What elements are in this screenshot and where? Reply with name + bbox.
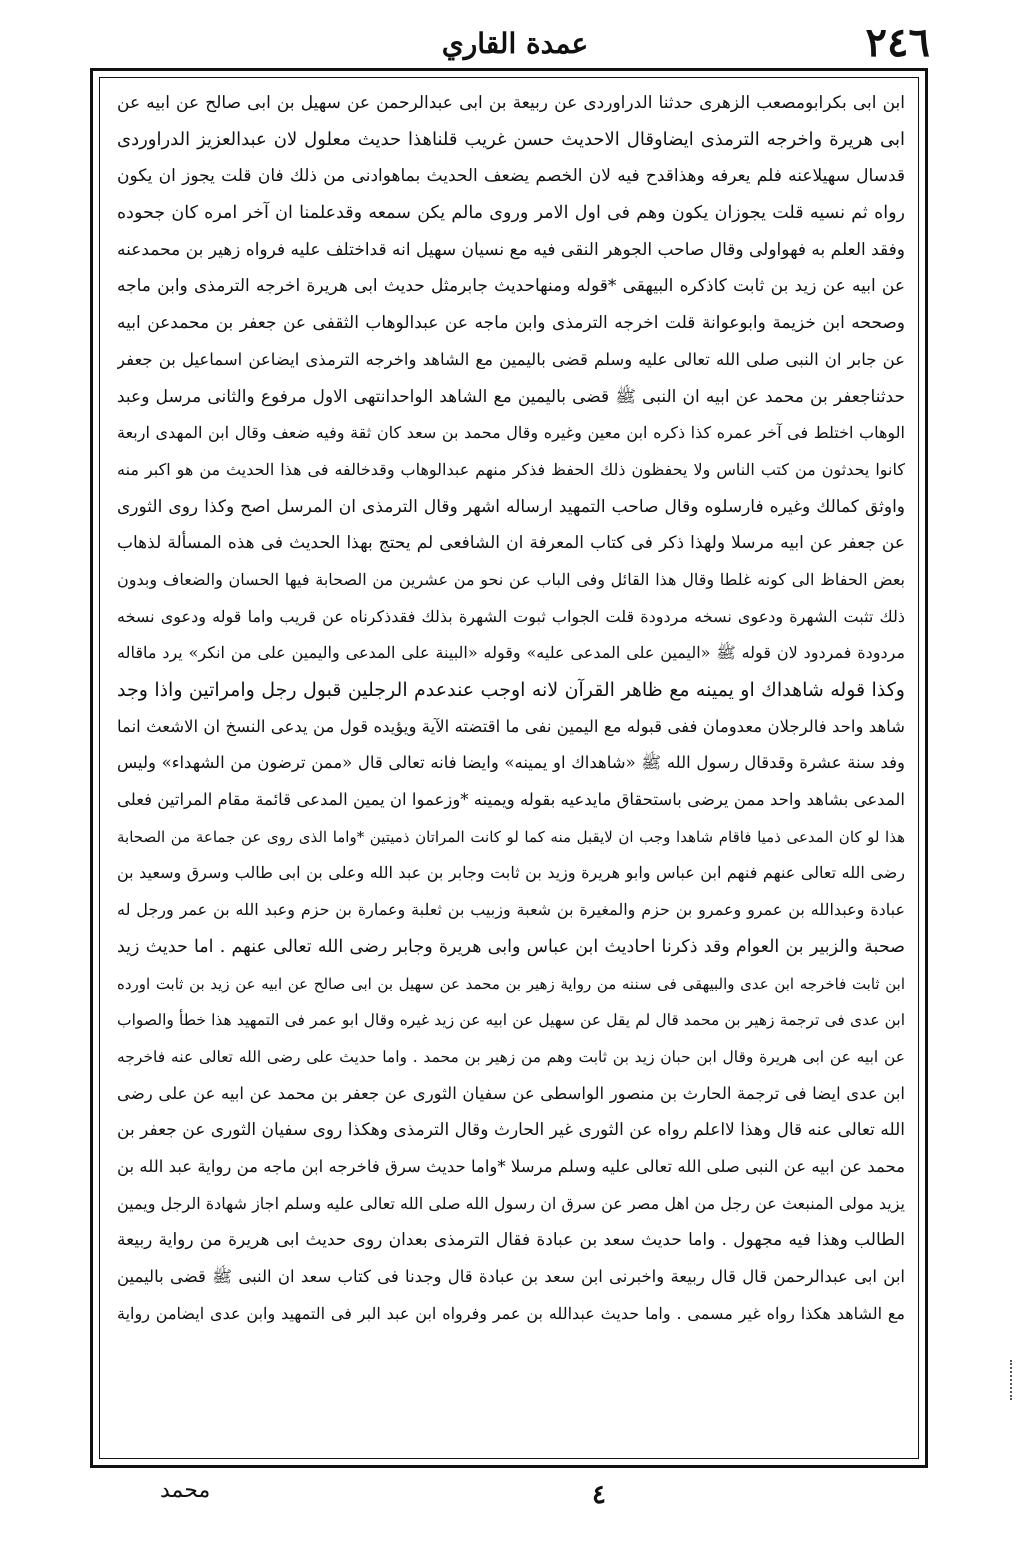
text-line: مردودة فمردود لان قوله ﷺ «اليمين على المدعى عليه» وقوله «البينة على المدعى واليمين على من انكر» يرد ماقاله — [117, 643, 905, 663]
text-line: ذلك تثبت الشهرة ودعوى نسخه مردودة قلت الجواب ثبوت الشهرة بذلك فقدذكرناه عن قريب واما قوله ودعوى نسخه — [117, 606, 905, 626]
text-line: وكذا قوله شاهداك او يمينه مع ظاهر القرآن لانه اوجب عندعدم الرجلين قبول رجل وامراتين واذا وجد — [117, 679, 905, 701]
text-line: رواه ثم نسيه قلت يجوزان يكون وهم فى اول الامر وروى مالم يكن سمعه وقدعلمنا ان آخر امره كان جحوده — [117, 203, 905, 224]
text-line: حدثناجعفر بن محمد عن ابيه ان النبى ﷺ قضى باليمين مع الشاهد الواحدانتهى الاول مرفوع والثانى مرسل وعبد — [117, 386, 905, 407]
text-line: قدسال سهيلاعنه فلم يعرفه وهذاقدح فيه لان الخصم يضعف الحديث بماهوادنى من ذلك فان قلت يجوز ان يكون — [117, 166, 905, 187]
text-line: ابى هريرة واخرجه الترمذى ايضاوقال الاحديث حسن غريب قلناهذا حديث معلول لان عبدالعزيز الدراوردى — [117, 128, 905, 150]
text-line: واوثق كمالك وغيره فارسلوه وقال صاحب التمهيد ارساله اشهر وقال الترمذى ان المرسل اصح وكذا روى الثورى — [117, 496, 905, 517]
text-line: ابن ابى بكرابومصعب الزهرى حدثنا الدراوردى عن ربيعة بن ابى عبدالرحمن عن سهيل بن ابى صالح عن ابيه عن — [117, 93, 905, 113]
margin-mark — [1010, 1360, 1022, 1400]
text-line: وفقد العلم به فهواولى وقال صاحب الجوهر النقى فيه مع نسيان سهيل انه قداختلف عليه فرواه زهير بن محمدعنه — [117, 239, 905, 260]
text-line: شاهد واحد فالرجلان معدومان ففى قبوله مع اليمين نفى ما اقتضته الآية ويؤيده قول من يدعى النسخ ان الاشعث انما — [117, 716, 905, 736]
text-line: صحبة والزبير بن العوام وقد ذكرنا احاديث ابن عباس وابى هريرة وجابر رضى الله تعالى عنهم . اما حديث زيد — [117, 936, 905, 957]
text-line: هذا لو كان المدعى ذميا فاقام شاهدا وجب ان لايقبل منه كما لو كانت المراتان ذميتين *واما الذى روى عن جماعة من الصحابة — [117, 827, 905, 846]
text-line: بعض الحفاظ الى كونه غلطا وقال هذا القائل وفى الباب عن نحو من عشرين من الصحابة فيها الحسان والضعاف وبدون — [117, 569, 905, 589]
text-frame — [90, 68, 928, 1468]
running-title: عمدة القاري — [441, 27, 589, 60]
text-line: كانوا يحدثون من كتب الناس ولا يحفظون ذلك الحفظ فذكر منهم عبدالوهاب وقدخالفه فى هذا الحديث من هو اكبر منه — [117, 459, 905, 479]
text-line: الله تعالى عنه قال وهذا لااعلم رواه عن الثورى غير الحارث وقال الترمذى وهكذا روى سفيان الثورى عن جعفر بن — [117, 1120, 905, 1141]
text-line: المدعى بشاهد واحد ممن يرضى باستحقاق مايدعيه بقوله ويمينه *وزعموا ان يمين المدعى قائمة مقام المراتين فعلى — [117, 790, 905, 810]
footer-mark: ٤ — [592, 1480, 606, 1510]
footer-signature: محمد — [160, 1478, 211, 1503]
body-text — [117, 85, 905, 1451]
text-line: ابن عدى فى ترجمة زهير بن محمد قال لم يقل عن سهيل عن ابيه عن زيد غيره وقال ابو عمر فى التمهيد هذا خطأ والصواب — [117, 1011, 905, 1030]
text-line: عن ابيه عن ابى هريرة وقال ابن حبان زيد بن ثابت وهم من زهير بن محمد . واما حديث على رضى الله تعالى عنه فاخرجه — [117, 1047, 905, 1066]
text-line: ابن ابى عبدالرحمن قال قال ربيعة واخبرنى ابن سعد بن عبادة قال وجدنا فى كتاب سعد ان النبى ﷺ قضى باليمين — [117, 1267, 905, 1286]
text-line: رضى الله تعالى عنهم فنهم ابن عباس وابو هريرة وزيد بن ثابت وجابر بن عبد الله وعلى بن ابى طالب وسرق وسعيد بن — [117, 863, 905, 883]
text-line: عن ابيه عن زيد بن ثابت كاذكره البيهقى *قوله ومنهاحديث جابرمثل حديث ابى هريرة اخرجه الترمذى وابن ماجه — [117, 276, 905, 297]
text-line: عن جعفر عن ابيه مرسلا ولهذا ذكر فى كتاب المعرفة ان الشافعى لم يحتج بهذا الحديث فى هذه المسألة لذهاب — [117, 533, 905, 554]
text-line: وفد سنة عشرة وقدقال رسول الله ﷺ «شاهداك او يمينه» وايضا فانه تعالى قال «ممن ترضون من الشهداء» وليس — [117, 753, 905, 773]
text-line: ابن عدى ايضا فى ترجمة الحارث بن منصور الواسطى عن سفيان الثورى عن جعفر بن محمد عن ابيه عن على رضى — [117, 1083, 905, 1103]
page-header — [100, 18, 930, 68]
text-line: مع الشاهد هكذا رواه غير مسمى . واما حديث عبدالله بن عمر وفرواه ابن عبد البر فى التمهيد وابن عدى ايضامن رواية — [117, 1303, 905, 1323]
text-line: وصححه ابن خزيمة وابوعوانة قلت اخرجه الترمذى وابن ماجه عن عبدالوهاب الثقفى عن جعفر بن محمدعن ابيه — [117, 313, 905, 334]
text-line: الوهاب اختلط فى آخر عمره كذا ذكره ابن معين وغيره وقال محمد بن سعد كان ثقة وفيه ضعف وقال ابن المهدى اربعة — [117, 423, 905, 443]
text-line: عن جابر ان النبى صلى الله تعالى عليه وسلم قضى باليمين مع الشاهد واخرجه الترمذى ايضاعن اسماعيل بن جعفر — [117, 349, 905, 369]
text-line: الطالب وهذا فيه مجهول . واما حديث سعد بن عبادة فقال الترمذى بعدان روى حديث ابى هريرة من رواية ربيعة — [117, 1230, 905, 1251]
text-line: ابن ثابت فاخرجه ابن عدى والبيهقى فى سننه من رواية زهير بن محمد عن سهيل بن ابى صالح عن ابيه عن زيد بن ثابت اورده — [117, 974, 905, 993]
text-line: محمد عن ابيه عن النبى صلى الله تعالى عليه وسلم مرسلا *واما حديث سرق فاخرجه ابن ماجه من رواية عبد الله بن — [117, 1156, 905, 1176]
page-number: ٢٤٦ — [865, 19, 930, 66]
text-line: يزيد مولى المنبعث عن رجل من اهل مصر عن سرق ان رسول الله صلى الله تعالى عليه وسلم اجاز شهادة الرجل ويمين — [117, 1193, 905, 1213]
text-line: عبادة وعبدالله بن عمرو وعمرو بن حزم والمغيرة بن شعبة وزبيب بن ثعلبة وعمارة بن حزم وعبد الله بن عمر ورجل له — [117, 900, 905, 920]
